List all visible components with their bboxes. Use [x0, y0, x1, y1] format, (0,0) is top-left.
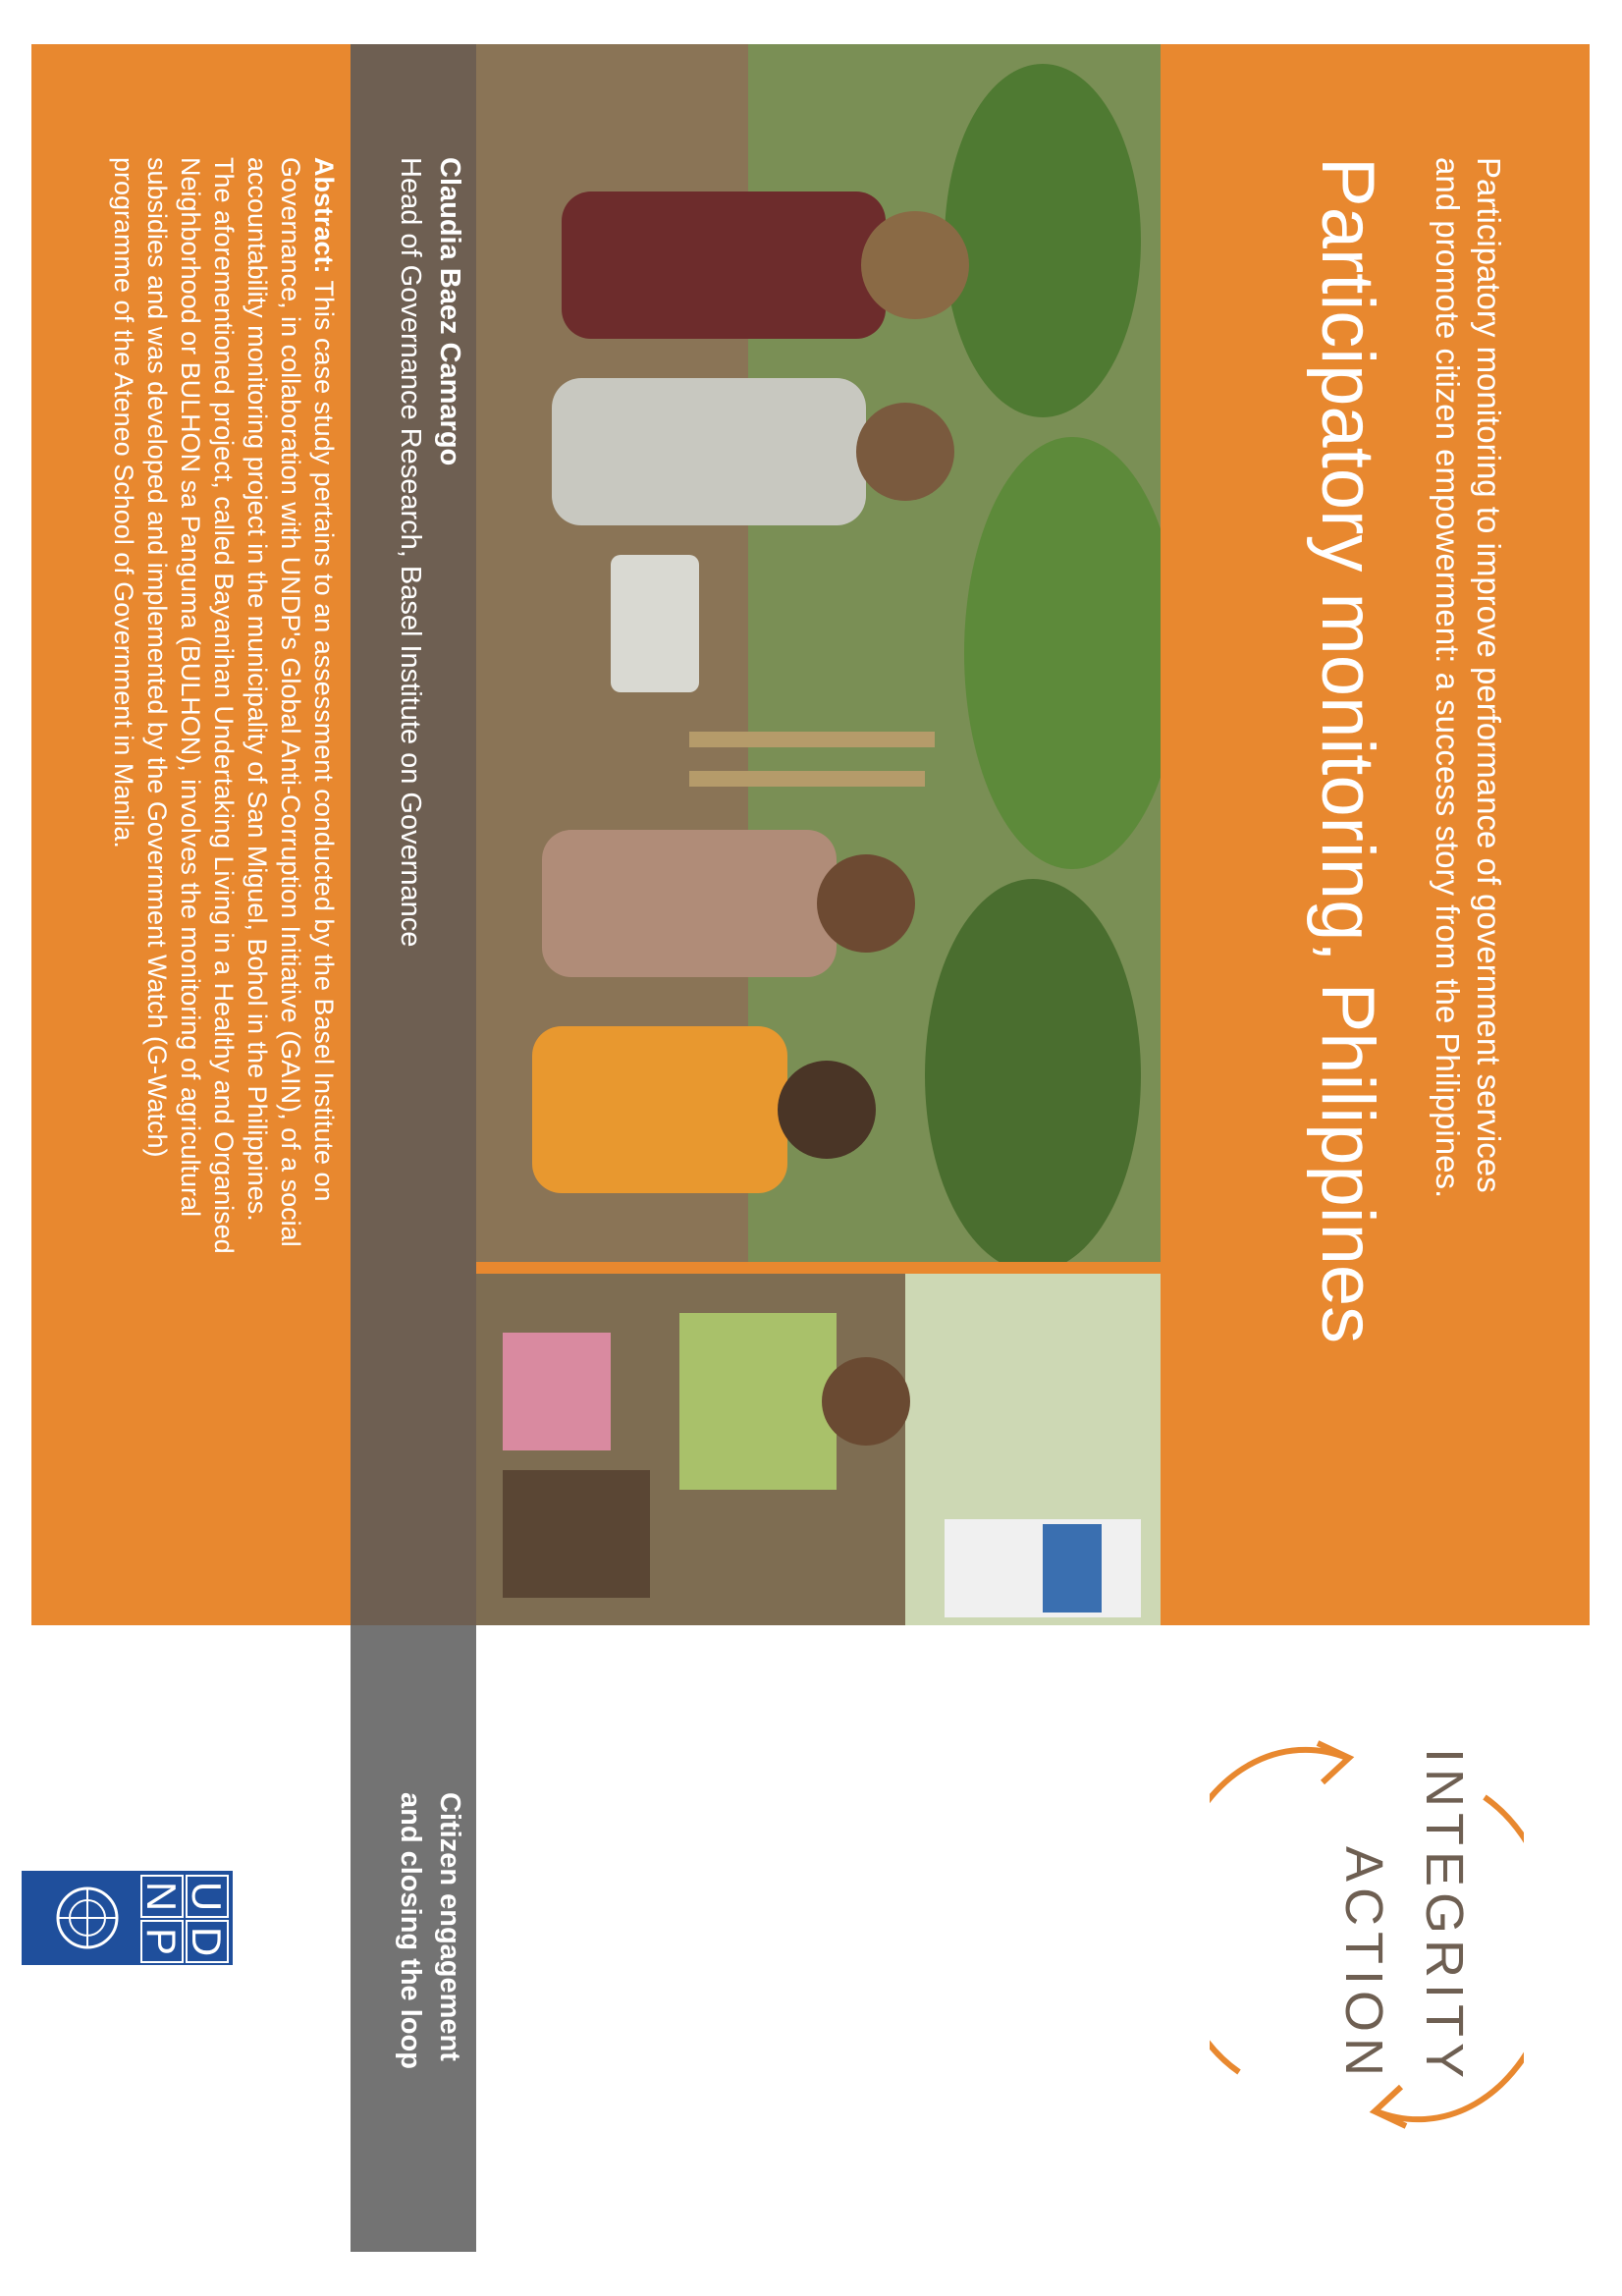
community-meeting-photo-icon	[476, 44, 1161, 1262]
abstract	[107, 157, 341, 1257]
undp-letter-u: U	[186, 1875, 229, 1918]
integrity-action-text-line-2: ACTION	[1334, 1846, 1393, 2083]
main-photo	[476, 44, 1161, 1262]
page-title: Participatory monitoring, Philippines	[1306, 157, 1389, 1344]
undp-letter-n: N	[140, 1875, 184, 1918]
theme-line-1: Citizen engagement	[434, 1792, 465, 2061]
photo-divider	[476, 1262, 1161, 1274]
subtitle: Participatory monitoring to improve performance of government services and promote citizen empowerment: a success story from the Philippines.	[1430, 157, 1507, 1199]
undp-letter-p: P	[140, 1920, 184, 1963]
second-photo	[476, 1274, 1161, 1625]
author-affiliation: Head of Governance Research, Basel Institute on Governance	[395, 157, 426, 948]
un-emblem-icon	[48, 1879, 127, 1957]
undp-letter-d: D	[186, 1920, 229, 1963]
abstract-text: This case study pertains to an assessment conducted by the Basel Institute on Governance, in collaboration with UNDP's Global Anti-Corruption Initiative (GAIN), of a social accountability monitoring project in the municipality of San Miguel, Bohol in the Philippines. The aforementioned project, called Bayanihan Undertaking Living in a Healthy and Organised Neighborhood or BULHON sa Panguma (BULHON), involves the monitoring of agricultural subsidies and was developed and implemented by the Government Watch (G-Watch) programme of the Ateneo School of Government in Manila.	[109, 157, 339, 1254]
author-name: Claudia Baez Camargo	[434, 157, 465, 466]
gwatch-volunteer-photo-icon	[476, 1274, 1161, 1625]
undp-logo	[22, 1871, 233, 1965]
theme-line-2: and closing the loop	[395, 1792, 426, 2069]
abstract-lead: Abstract:	[309, 157, 339, 274]
integrity-action-text-line-1: INTEGRITY	[1415, 1748, 1474, 2085]
